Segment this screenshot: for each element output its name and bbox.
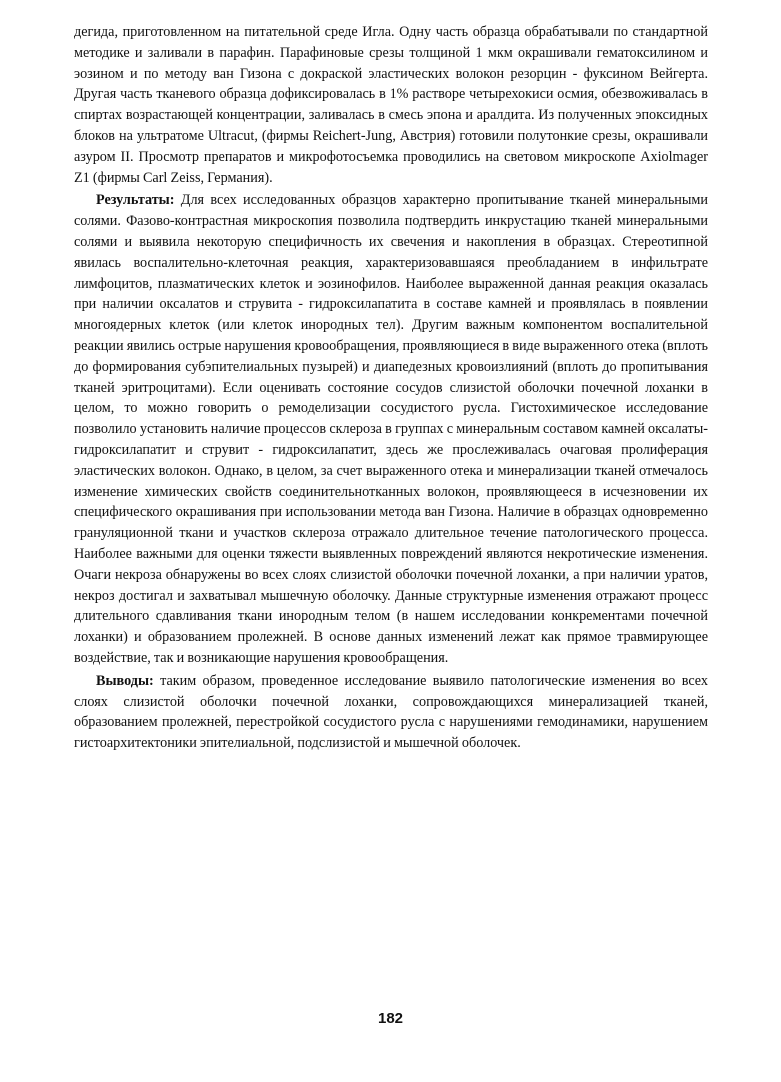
- conclusions-paragraph: [74, 671, 708, 754]
- results-text: Для всех исследованных образцов характерно пропитывание тканей минеральными солями. Фазово-контрастная микроскопия позволила подтвердить инкрустацию тканей минеральными солями и выявила некоторую специфичность их свечения и накопления в образцах. Стереотипной явилась воспалительно-клеточная реакция, характеризовавшаяся преобладанием в инфильтрате лимфоцитов, плазматических клеток и эозинофилов. Наиболее выраженной данная реакция оказалась при наличии оксалатов и струвита - гидроксилапатита в составе камней и проявлялась в появлении многоядерных клеток (или клеток инородных тел). Другим важным компонентом воспалительной реакции явились острые нарушения кровообращения, проявляющиеся в виде выраженного отека (вплоть до формирования субэпителиальных пузырей) и диапедезных кровоизлияний (вплоть до пропитывания тканей эритроцитами). Если оценивать состояние сосудов слизистой оболочки почечной лоханки в целом, то можно говорить о ремоделизации сосудистого русла. Гистохимическое исследование позволило установить наличие процессов склероза в группах с минеральным составом камней оксалаты- гидроксилапатит и струвит - гидроксилапатит, здесь же прослеживалась очаговая пролиферация эластических волокон. Однако, в целом, за счет выраженного отека и минерализации тканей отмечалось изменение химических свойств соединительнотканных волокон, проявляющееся в исчезновении их специфического окрашивания при использовании метода ван Гизона. Наличие в образцах одновременно грануляционной ткани и участков склероза отражало длительное течение патологического процесса. Наиболее важными для оценки тяжести выявленных повреждений являются некротические изменения. Очаги некроза обнаружены во всех слоях слизистой оболочки почечной лоханки, а при наличии уратов, некроз достигал и захватывал мышечную оболочку. Данные структурные изменения отражают процесс длительного сдавливания ткани инородным телом (в нашем исследовании конкрементами почечной лоханки) и образованием пролежней. В основе данных изменений лежат как прямое травмирующее воздействие, так и возникающие нарушения кровообращения.: [74, 192, 708, 666]
- methods-paragraph: дегида, приготовленном на питательной среде Игла. Одну часть образца обрабатывали по стандартной методике и заливали в парафин. Парафиновые срезы толщиной 1 мкм окрашивали гематоксилином и эозином и по методу ван Гизона с докраской эластических волокон резорцин - фуксином Вейгерта. Другая часть тканевого образца дофиксировалась в 1% растворе четырехокиси осмия, обезвоживалась в спиртах возрастающей концентрации, заливалась в смесь эпона и аралдита. Из полученных эпоксидных блоков на ультратоме Ultracut, (фирмы Reichert-Jung, Австрия) готовили полутонкие срезы, окрашивали азуром II. Просмотр препаратов и микрофотосъемка проводились на световом микроскопе Axiolmager Z1 (фирмы Carl Zeiss, Германия).: [74, 24, 708, 186]
- conclusions-text: таким образом, проведенное исследование выявило патологические изменения во всех слоях слизистой оболочки почечной лоханки, сопровождающихся минерализацией тканей, образованием пролежней, перестройкой сосудистого русла с нарушениями гемодинамики, нарушением гистоархитектоники эпителиальной, подслизистой и мышечной оболочек.: [74, 672, 708, 752]
- conclusions-heading: Выводы:: [96, 672, 154, 689]
- document-body: [74, 22, 708, 754]
- results-paragraph: [74, 190, 708, 668]
- page-number: 182: [377, 1010, 404, 1027]
- results-heading: Результаты:: [96, 192, 175, 209]
